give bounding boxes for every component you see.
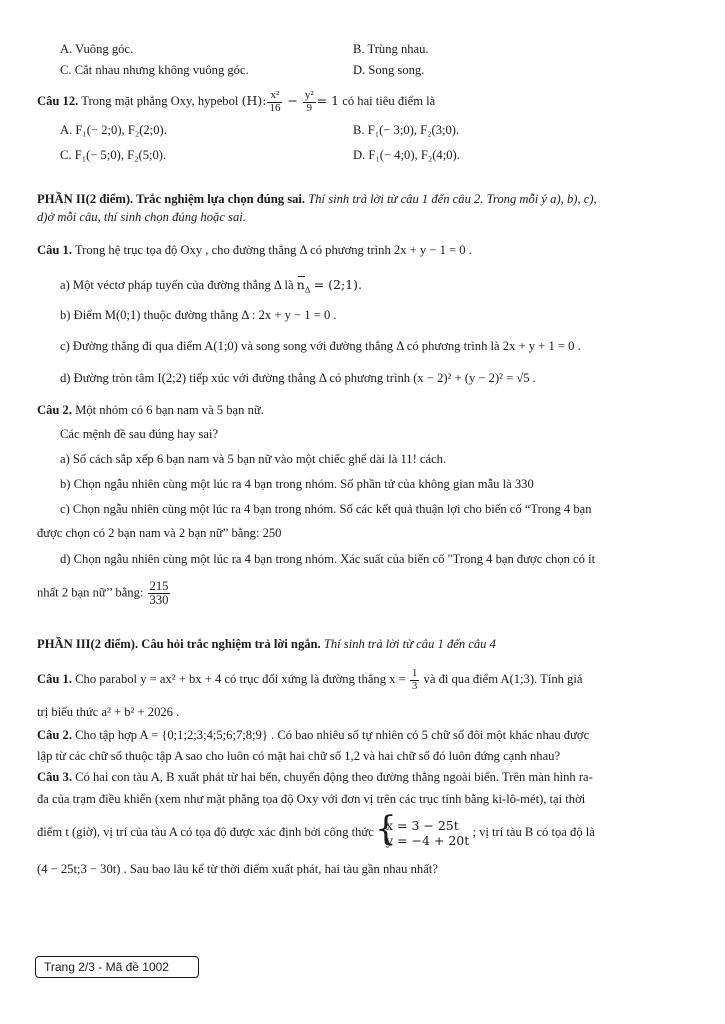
p2-q2-b: b) Chọn ngẫu nhiên cùng một lúc ra 4 bạn trong nhóm. Số phần tử của không gian mẫu là 330 bbox=[60, 477, 534, 491]
q11-option-d: D. Song song. bbox=[353, 63, 425, 77]
p3-q3-line2: đa của trạm điều khiển (xem như mặt phẳng tọa độ Oxy với đơn vị trên các trục tính bằng ki-lô-mét), tại thời bbox=[37, 792, 586, 806]
part2-heading: PHẦN II(2 điểm). Trắc nghiệm lựa chọn đúng sai. Thí sinh trả lời từ câu 1 đến câu 2. Trong mỗi ý a), b), c), bbox=[37, 192, 597, 206]
p2-q2-sub: Các mệnh đề sau đúng hay sai? bbox=[60, 427, 219, 441]
p2-q2-c: c) Chọn ngẫu nhiên cùng một lúc ra 4 bạn trong nhóm. Số các kết quả thuận lợi cho biến cố “Trong 4 bạn bbox=[60, 502, 592, 516]
q11-option-c: C. Cắt nhau nhưng không vuông góc. bbox=[60, 63, 249, 77]
q12-option-b: B. F₁(− 3;0), F₂(3;0). bbox=[353, 123, 460, 137]
p2-q1-d: d) Đường tròn tâm I(2;2) tiếp xúc với đường thẳng Δ có phương trình (x − 2)² + (y − 2)² = √5 . bbox=[60, 371, 536, 385]
p2-q1-a: a) Một véctơ pháp tuyến của đường thẳng Δ là $n_\Delta$ = (2;1). bbox=[60, 277, 362, 295]
page-footer-label: Trang 2/3 - Mã đề 1002 bbox=[44, 959, 169, 974]
p2-q2-stem: Câu 2. Một nhóm có 6 bạn nam và 5 bạn nữ. bbox=[37, 403, 264, 417]
q12-stem: Câu 12. Trong mặt phẳng Oxy, hypebol (H): $\frac{\text{x²}}{16}$ − $\frac{\text{y²}}{9}$ = 1 có hai tiêu điểm là bbox=[37, 89, 436, 114]
p3-q2-stem: Câu 2. Cho tập hợp A = {0;1;2;3;4;5;6;7;8;9} . Có bao nhiêu số tự nhiên có 5 chữ số đôi một khác nhau được bbox=[37, 728, 590, 742]
p3-q3-line3: điểm t (giờ), vị trí của tàu A có tọa độ được xác định bởi công thức { x = 3 − 25t y = −4 + 20t ; vị trí tàu B có tọa độ là bbox=[37, 818, 595, 848]
p2-q1-b: b) Điểm M(0;1) thuộc đường thẳng Δ : 2x + y − 1 = 0 . bbox=[60, 308, 337, 322]
part3-heading: PHẦN III(2 điểm). Câu hỏi trắc nghiệm trả lời ngắn. Thí sinh trả lời từ câu 1 đến câu 4 bbox=[37, 637, 496, 651]
p2-q2-c-cont: được chọn có 2 bạn nam và 2 bạn nữ” bằng: 250 bbox=[37, 526, 282, 540]
page-footer-box bbox=[35, 956, 199, 978]
p3-q3-stem: Câu 3. Có hai con tàu A, B xuất phát từ hai bến, chuyển động theo đường thẳng ngoài biển. Trên màn hình ra- bbox=[37, 770, 593, 784]
q12-option-d: D. F₁(− 4;0), F₂(4;0). bbox=[353, 148, 460, 162]
q11-option-b: B. Trùng nhau. bbox=[353, 42, 429, 56]
p3-q3-system: { x = 3 − 25t y = −4 + 20t bbox=[377, 818, 469, 848]
p2-q2-d: d) Chọn ngẫu nhiên cùng một lúc ra 4 bạn trong nhóm. Xác suất của biến cố "Trong 4 bạn được chọn có ít bbox=[60, 552, 596, 566]
p2-q2-d-cont: nhất 2 bạn nữ’’ bằng: $\frac{215}{330}$ bbox=[37, 579, 169, 608]
p2-q1-c: c) Đường thẳng đi qua điểm A(1;0) và song song với đường thẳng Δ có phương trình là 2x + y + 1 = 0 . bbox=[60, 339, 581, 353]
p2-q1-stem: Câu 1. Trong hệ trục tọa độ Oxy , cho đường thẳng Δ có phương trình 2x + y − 1 = 0 . bbox=[37, 243, 472, 257]
q12-option-c: C. F₁(− 5;0), F₂(5;0). bbox=[60, 148, 167, 162]
q11-option-a: A. Vuông góc. bbox=[60, 42, 134, 56]
q12-option-a: A. F₁(− 2;0), F₂(2;0). bbox=[60, 123, 167, 137]
p3-q1-cont: trị biểu thức a² + b² + 2026 . bbox=[37, 705, 180, 719]
p3-q3-line4: (4 − 25t;3 − 30t) . Sau bao lâu kể từ thời điểm xuất phát, hai tàu gần nhau nhất? bbox=[37, 862, 438, 876]
p2-q2-a: a) Số cách sắp xếp 6 bạn nam và 5 bạn nữ vào một chiếc ghế dài là 11! cách. bbox=[60, 452, 447, 466]
p3-q2-cont: lập từ các chữ số thuộc tập A sao cho luôn có mặt hai chữ số 1,2 và hai chữ số đó luôn đứng cạnh nhau? bbox=[37, 749, 561, 763]
p3-q1-stem: Câu 1. Cho parabol y = ax² + bx + 4 có trục đối xứng là đường thẳng x = $\frac{1}{3}$ và đi qua điểm A(1;3). Tính giá bbox=[37, 667, 583, 692]
part2-heading-cont: d)ở mỗi câu, thí sinh chọn đúng hoặc sai. bbox=[37, 210, 246, 224]
